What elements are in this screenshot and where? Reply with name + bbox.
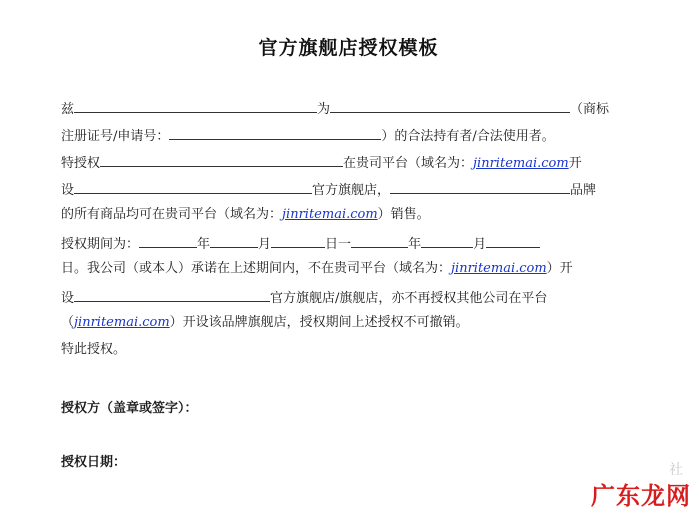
text: ）销售。 (377, 207, 430, 222)
text: 授权期间为： (61, 237, 140, 252)
text: 设 (61, 291, 75, 306)
text: 在贵司平台（域名为： (343, 156, 474, 171)
blank-start-day[interactable] (271, 233, 325, 248)
blank-end-day[interactable] (486, 233, 540, 248)
clause-line-6 (61, 233, 540, 254)
text: （商标 (570, 102, 610, 117)
blank-start-year[interactable] (139, 233, 197, 248)
domain-link[interactable]: jinritemai.com (451, 261, 547, 276)
text: 日。我公司（或本人）承诺在上述期间内，不在贵司平台（域名为： (61, 261, 452, 276)
text: 月 (258, 237, 272, 252)
blank-end-month[interactable] (421, 233, 473, 248)
date-label: 授权日期： (61, 455, 127, 470)
text: 官方旗舰店/旗舰店，亦不再授权其他公司在平台 (270, 291, 548, 306)
blank-end-year[interactable] (351, 233, 408, 248)
clause-line-10 (61, 341, 126, 359)
signer-label: 授权方（盖章或签字）： (61, 401, 198, 416)
text: ）的合法持有者/合法使用者。 (381, 129, 555, 144)
text: 的所有商品均可在贵司平台（域名为： (61, 207, 283, 222)
text: 设 (61, 183, 75, 198)
text: 注册证号/申请号： (61, 129, 170, 144)
clause-line-2 (61, 125, 555, 146)
text: （ (61, 315, 75, 330)
domain-link[interactable]: jinritemai.com (74, 315, 170, 330)
text: 为 (317, 102, 331, 117)
text: ）开 (546, 261, 573, 276)
text: 品牌 (570, 183, 597, 198)
blank-start-month[interactable] (210, 233, 258, 248)
clause-line-5 (61, 206, 430, 224)
clause-line-7 (61, 260, 573, 278)
clause-line-1 (61, 98, 609, 119)
watermark-logo: 广东龙网 (591, 482, 691, 510)
text: 开 (568, 156, 582, 171)
blank-store-name[interactable] (74, 179, 312, 194)
blank-registration-number[interactable] (169, 125, 381, 140)
clause-line-3 (61, 152, 582, 173)
blank-brand[interactable] (330, 98, 570, 113)
text: 月 (473, 237, 487, 252)
text: 官方旗舰店， (312, 183, 391, 198)
clause-line-8 (61, 287, 547, 308)
blank-brand-name[interactable] (390, 179, 570, 194)
domain-link[interactable]: jinritemai.com (282, 207, 378, 222)
text: ）开设该品牌旗舰店，授权期间上述授权不可撤销。 (169, 315, 469, 330)
blank-licensor[interactable] (74, 98, 317, 113)
text: 特此授权。 (61, 342, 127, 357)
watermark-faint-text: 社 (669, 462, 683, 478)
text: 年 (408, 237, 422, 252)
blank-store-name-2[interactable] (74, 287, 270, 302)
blank-authorized-party[interactable] (100, 152, 343, 167)
clause-line-9 (61, 314, 469, 332)
text: 日一 (325, 237, 352, 252)
clause-line-4 (61, 179, 596, 200)
text: 兹 (61, 102, 75, 117)
text: 特授权 (61, 156, 101, 171)
domain-link[interactable]: jinritemai.com (473, 156, 569, 171)
document-title: 官方旗舰店授权模板 (258, 37, 439, 59)
text: 年 (197, 237, 211, 252)
